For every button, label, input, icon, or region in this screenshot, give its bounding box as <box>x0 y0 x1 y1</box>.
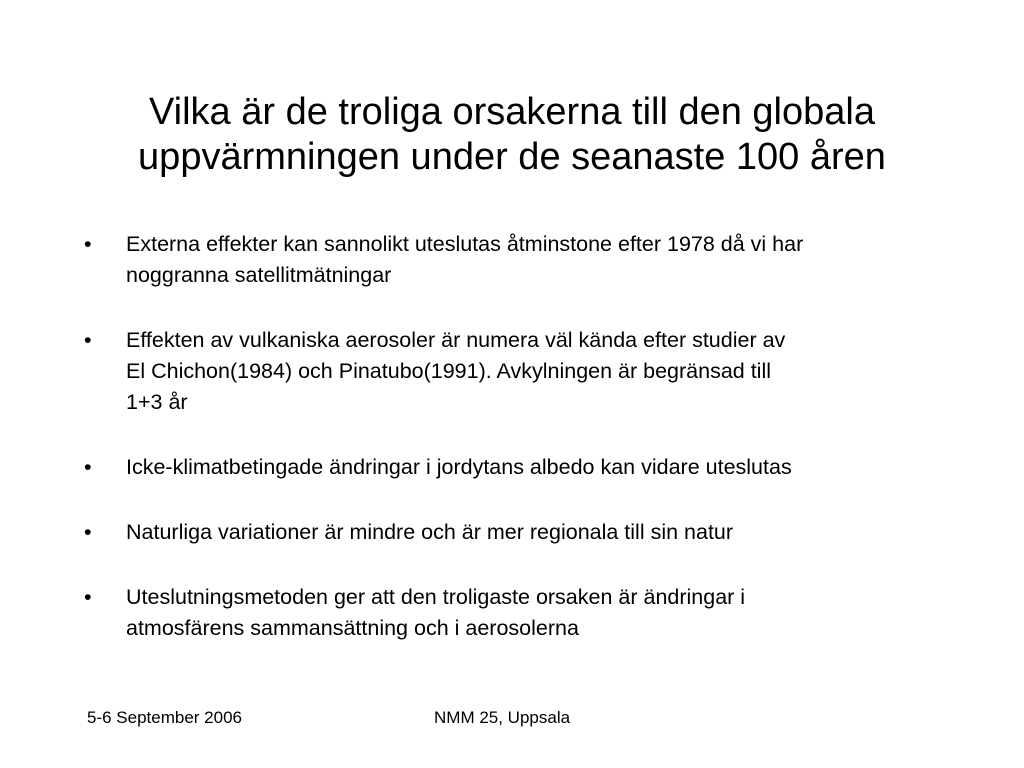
bullet-dot: • <box>84 455 92 479</box>
bullet-text-line: El Chichon(1984) och Pinatubo(1991). Avkylningen är begränsad till <box>126 359 772 383</box>
bullet-text-line: atmosfärens sammansättning och i aerosolerna <box>126 616 579 640</box>
bullet-dot: • <box>84 232 92 256</box>
footer-date: 5-6 September 2006 <box>87 708 242 727</box>
footer-event: NMM 25, Uppsala <box>434 708 571 727</box>
bullet-dot: • <box>84 328 92 352</box>
bullet-item <box>84 582 964 644</box>
bullet-text-line: Icke-klimatbetingade ändringar i jordytans albedo kan vidare uteslutas <box>126 455 792 479</box>
slide-title-line: uppvärmningen under de seanaste 100 åren <box>138 136 886 178</box>
bullet-item <box>84 517 964 548</box>
bullet-text-line: Uteslutningsmetoden ger att den troligaste orsaken är ändringar i <box>126 585 746 609</box>
bullet-text-line: Naturliga variationer är mindre och är mer regionala till sin natur <box>126 520 734 544</box>
bullet-dot: • <box>84 585 92 609</box>
bullet-item <box>84 325 964 418</box>
bullet-dot: • <box>84 520 92 544</box>
slide-title-line: Vilka är de troliga orsakerna till den globala <box>149 91 875 133</box>
bullet-text-line: noggranna satellitmätningar <box>126 263 392 287</box>
bullet-text-line: Externa effekter kan sannolikt uteslutas åtminstone efter 1978 då vi har <box>126 232 804 256</box>
bullet-item <box>84 452 964 483</box>
bullet-list <box>84 229 964 678</box>
slide-title <box>60 90 964 180</box>
bullet-item <box>84 229 964 291</box>
bullet-text-line: Effekten av vulkaniska aerosoler är numera väl kända efter studier av <box>126 328 786 352</box>
bullet-text-line: 1+3 år <box>126 390 188 414</box>
